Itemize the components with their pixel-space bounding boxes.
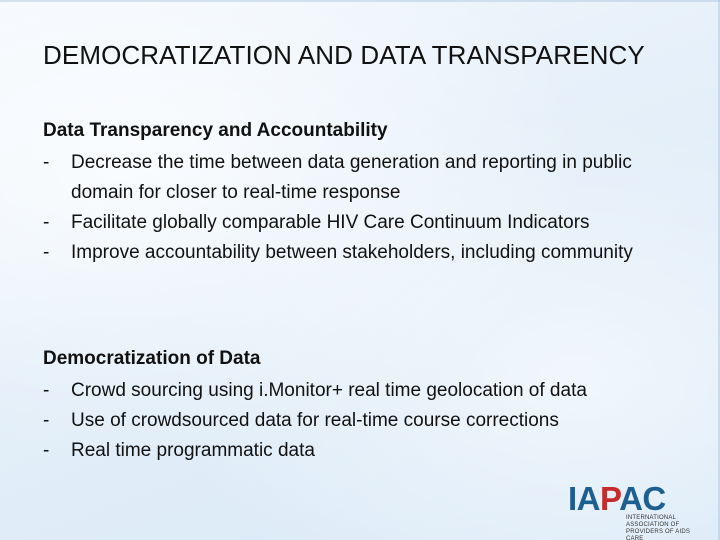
bullet-list (43, 376, 683, 466)
bullet-dash: - (43, 410, 50, 431)
bullet-dash: - (43, 440, 50, 461)
bullet-text: Decrease the time between data generation and reporting in public domain for closer to real-time response (71, 152, 632, 203)
slide-title: DEMOCRATIZATION AND DATA TRANSPARENCY (43, 40, 645, 70)
logo-mark-right: AC (619, 480, 666, 517)
bullet-dash: - (43, 152, 50, 173)
bullet-text: Crowd sourcing using i.Monitor+ real time geolocation of data (71, 380, 587, 401)
bullet-text: Facilitate globally comparable HIV Care Continuum Indicators (71, 212, 590, 233)
bullet-text: Improve accountability between stakeholders, including community (71, 242, 633, 263)
bullet-item (43, 406, 683, 436)
bullet-item (43, 148, 683, 208)
bullet-list (43, 148, 683, 268)
bullet-text: Use of crowdsourced data for real-time course corrections (71, 410, 559, 431)
bullet-dash: - (43, 380, 50, 401)
section-heading: Data Transparency and Accountability (43, 120, 388, 141)
bullet-item (43, 238, 683, 268)
bullet-item (43, 376, 683, 406)
bullet-item (43, 208, 683, 238)
logo-caption: INTERNATIONAL ASSOCIATION OF PROVIDERS OF AIDS CARE (626, 515, 691, 540)
iapac-logo (568, 480, 708, 540)
section-democratization (43, 346, 683, 466)
top-border-line (0, 0, 720, 2)
bullet-text: Real time programmatic data (71, 440, 315, 461)
logo-wordmark (568, 480, 666, 518)
bullet-item (43, 436, 683, 466)
logo-mark-left: IA (568, 480, 600, 517)
section-heading: Democratization of Data (43, 348, 261, 369)
red-ribbon-icon: P (600, 480, 620, 517)
bullet-dash: - (43, 242, 50, 263)
bullet-dash: - (43, 212, 50, 233)
section-data-transparency (43, 118, 683, 268)
